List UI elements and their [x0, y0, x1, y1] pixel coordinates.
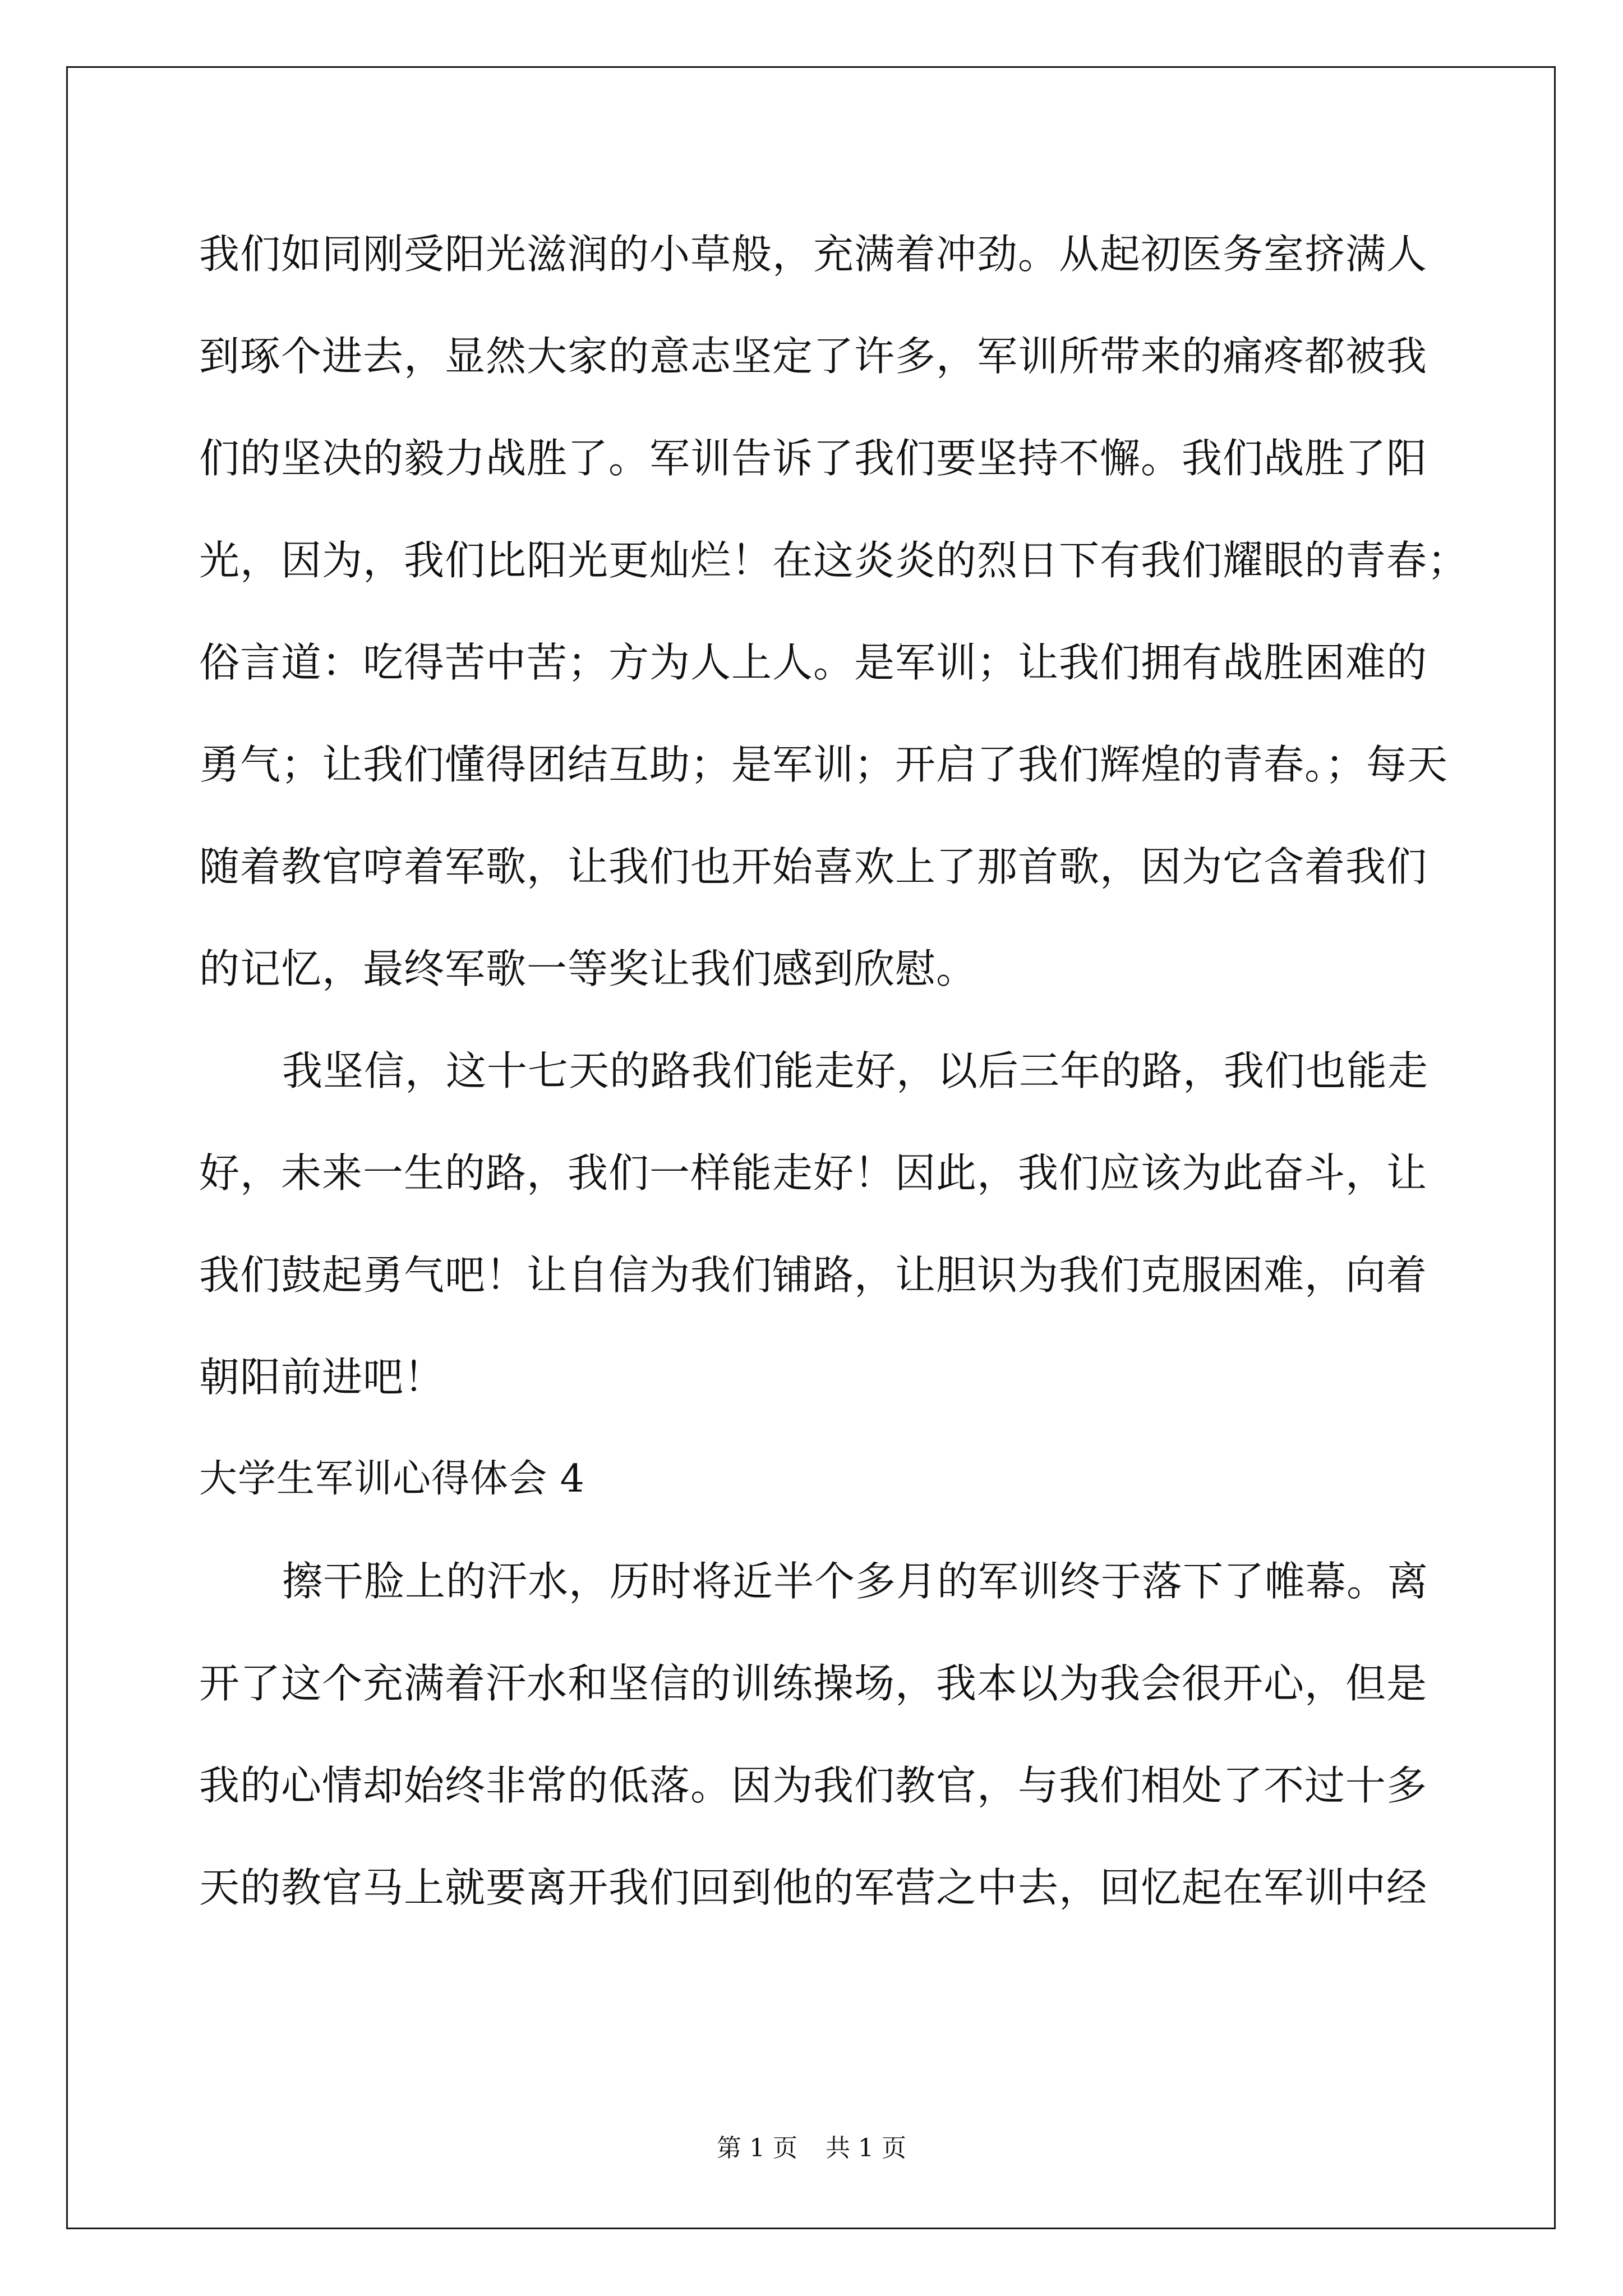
paragraph-line: 我们如同刚受阳光滋润的小草般，充满着冲劲。从起初医务室挤满人 — [199, 231, 1428, 278]
section-heading: 大学生军训心得体会 4 — [199, 1457, 585, 1501]
paragraph-line: 的记忆，最终军歌一等奖让我们感到欣慰。 — [199, 945, 978, 992]
page-footer — [0, 2132, 1623, 2165]
paragraph-line: 勇气；让我们懂得团结互助；是军训；开启了我们辉煌的青春。；每天 — [199, 741, 1449, 788]
paragraph-line: 光，因为，我们比阳光更灿烂！在这炎炎的烈日下有我们耀眼的青春； — [199, 537, 1469, 584]
paragraph-line: 俗言道：吃得苦中苦；方为人上人。是军训；让我们拥有战胜困难的 — [199, 639, 1428, 686]
paragraph-line: 擦干脸上的汗水，历时将近半个多月的军训终于落下了帷幕。离 — [282, 1558, 1429, 1605]
paragraph-line: 我的心情却始终非常的低落。因为我们教官，与我们相处了不过十多 — [199, 1762, 1428, 1809]
paragraph-line: 我们鼓起勇气吧！让自信为我们铺路，让胆识为我们克服困难，向着 — [199, 1251, 1428, 1299]
paragraph-line: 到琢个进去，显然大家的意志坚定了许多，军训所带来的痛疼都被我 — [199, 333, 1428, 380]
paragraph-line: 我坚信，这十七天的路我们能走好，以后三年的路，我们也能走 — [282, 1047, 1429, 1094]
paragraph-line: 随着教官哼着军歌，让我们也开始喜欢上了那首歌，因为它含着我们 — [199, 843, 1428, 890]
paragraph-line: 朝阳前进吧！ — [199, 1354, 445, 1401]
page-number-current: 第 1 页 — [717, 2134, 797, 2162]
document-body — [199, 224, 1469, 1960]
paragraph-line: 好，未来一生的路，我们一样能走好！因此，我们应该为此奋斗，让 — [199, 1149, 1428, 1197]
paragraph-line: 开了这个充满着汗水和坚信的训练操场，我本以为我会很开心，但是 — [199, 1660, 1428, 1707]
paragraph-line: 们的坚决的毅力战胜了。军训告诉了我们要坚持不懈。我们战胜了阳 — [199, 435, 1428, 482]
paragraph-line: 天的教官马上就要离开我们回到他的军营之中去，回忆起在军训中经 — [199, 1864, 1428, 1911]
page-number-total: 共 1 页 — [826, 2134, 906, 2162]
